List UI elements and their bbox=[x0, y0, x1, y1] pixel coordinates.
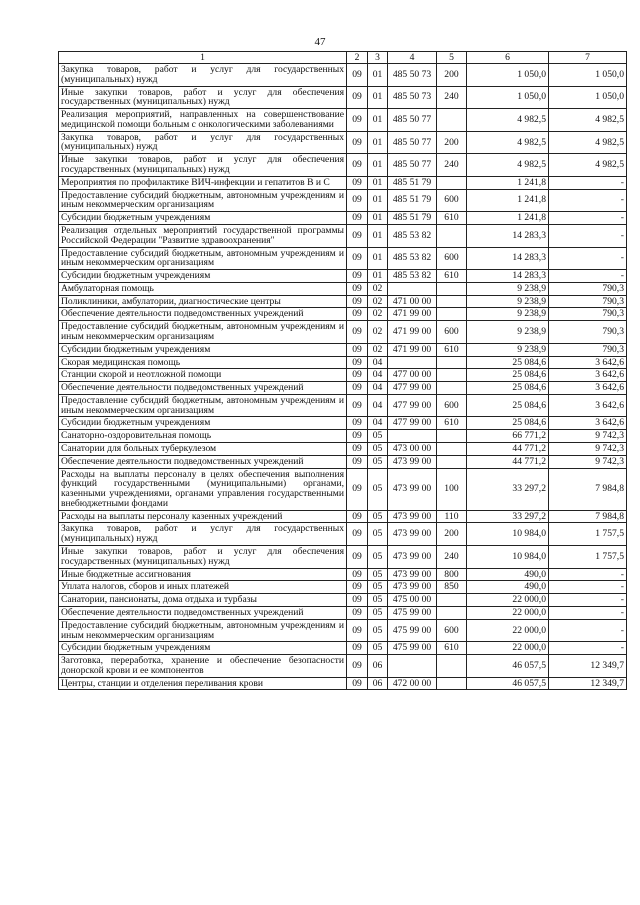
row-expense-type bbox=[437, 109, 467, 132]
row-section: 09 bbox=[347, 510, 368, 523]
row-section: 09 bbox=[347, 189, 368, 212]
row-target-article: 485 50 73 bbox=[388, 86, 437, 109]
table-row bbox=[59, 176, 627, 189]
row-name: Мероприятия по профилактике ВИЧ-инфекции и гепатитов В и С bbox=[59, 176, 347, 189]
row-subsection: 05 bbox=[368, 568, 388, 581]
row-name: Предоставление субсидий бюджетным, автономным учреждениям и иным некоммерческим организациям bbox=[59, 394, 347, 417]
row-amount-2: 3 642,6 bbox=[549, 394, 627, 417]
row-section: 09 bbox=[347, 382, 368, 395]
row-name: Предоставление субсидий бюджетным, автономным учреждениям и иным некоммерческим организациям bbox=[59, 321, 347, 344]
row-amount-2: 4 982,5 bbox=[549, 131, 627, 154]
row-target-article: 473 99 00 bbox=[388, 568, 437, 581]
row-amount-2: 3 642,6 bbox=[549, 382, 627, 395]
row-name: Санатории, пансионаты, дома отдыха и турбазы bbox=[59, 594, 347, 607]
row-expense-type: 100 bbox=[437, 468, 467, 510]
row-expense-type: 200 bbox=[437, 523, 467, 546]
row-expense-type bbox=[437, 455, 467, 468]
table-row bbox=[59, 282, 627, 295]
row-amount-2: 790,3 bbox=[549, 295, 627, 308]
row-amount-1: 22 000,0 bbox=[467, 606, 549, 619]
row-amount-1: 4 982,5 bbox=[467, 131, 549, 154]
header-col-1: 1 bbox=[59, 52, 347, 64]
row-amount-1: 25 084,6 bbox=[467, 356, 549, 369]
row-section: 09 bbox=[347, 642, 368, 655]
row-amount-1: 490,0 bbox=[467, 568, 549, 581]
row-amount-2: - bbox=[549, 247, 627, 270]
table-row bbox=[59, 321, 627, 344]
page-number: 47 bbox=[314, 36, 326, 48]
row-target-article: 485 50 77 bbox=[388, 154, 437, 177]
row-amount-1: 25 084,6 bbox=[467, 382, 549, 395]
row-amount-2: - bbox=[549, 176, 627, 189]
row-subsection: 02 bbox=[368, 295, 388, 308]
row-section: 09 bbox=[347, 594, 368, 607]
table-row bbox=[59, 430, 627, 443]
row-amount-2: 3 642,6 bbox=[549, 417, 627, 430]
header-row bbox=[59, 52, 627, 64]
row-target-article: 473 99 00 bbox=[388, 523, 437, 546]
row-target-article: 485 53 82 bbox=[388, 224, 437, 247]
row-amount-2: - bbox=[549, 568, 627, 581]
header-col-6: 6 bbox=[467, 52, 549, 64]
row-subsection: 06 bbox=[368, 655, 388, 678]
row-amount-1: 44 771,2 bbox=[467, 455, 549, 468]
row-expense-type: 610 bbox=[437, 343, 467, 356]
table-row bbox=[59, 394, 627, 417]
row-amount-1: 4 982,5 bbox=[467, 154, 549, 177]
row-name: Санаторно-оздоровительная помощь bbox=[59, 430, 347, 443]
table-row bbox=[59, 655, 627, 678]
row-target-article: 485 51 79 bbox=[388, 189, 437, 212]
row-amount-2: 9 742,3 bbox=[549, 430, 627, 443]
row-amount-2: - bbox=[549, 606, 627, 619]
row-subsection: 04 bbox=[368, 394, 388, 417]
row-amount-1: 9 238,9 bbox=[467, 282, 549, 295]
row-name: Заготовка, переработка, хранение и обеспечение безопасности донорской крови и ее компонентов bbox=[59, 655, 347, 678]
row-amount-1: 4 982,5 bbox=[467, 109, 549, 132]
row-expense-type: 600 bbox=[437, 394, 467, 417]
row-target-article: 473 99 00 bbox=[388, 510, 437, 523]
row-section: 09 bbox=[347, 655, 368, 678]
row-amount-2: 4 982,5 bbox=[549, 154, 627, 177]
row-name: Иные закупки товаров, работ и услуг для обеспечения государственных (муниципальных) нужд bbox=[59, 154, 347, 177]
row-section: 09 bbox=[347, 677, 368, 690]
row-expense-type bbox=[437, 356, 467, 369]
row-expense-type: 200 bbox=[437, 64, 467, 87]
row-subsection: 01 bbox=[368, 86, 388, 109]
row-subsection: 01 bbox=[368, 212, 388, 225]
row-name: Субсидии бюджетным учреждениям bbox=[59, 270, 347, 283]
row-target-article: 471 00 00 bbox=[388, 295, 437, 308]
row-section: 09 bbox=[347, 308, 368, 321]
row-name: Предоставление субсидий бюджетным, автономным учреждениям и иным некоммерческим организациям bbox=[59, 247, 347, 270]
row-expense-type: 240 bbox=[437, 86, 467, 109]
row-name: Расходы на выплаты персоналу казенных учреждений bbox=[59, 510, 347, 523]
row-amount-2: 4 982,5 bbox=[549, 109, 627, 132]
header-col-7: 7 bbox=[549, 52, 627, 64]
table-row bbox=[59, 677, 627, 690]
row-expense-type: 610 bbox=[437, 417, 467, 430]
row-section: 09 bbox=[347, 212, 368, 225]
table-row bbox=[59, 546, 627, 569]
row-target-article bbox=[388, 282, 437, 295]
row-name: Иные закупки товаров, работ и услуг для обеспечения государственных (муниципальных) нужд bbox=[59, 86, 347, 109]
row-target-article bbox=[388, 356, 437, 369]
row-amount-1: 44 771,2 bbox=[467, 443, 549, 456]
row-amount-2: 1 757,5 bbox=[549, 546, 627, 569]
row-section: 09 bbox=[347, 455, 368, 468]
row-amount-1: 1 050,0 bbox=[467, 64, 549, 87]
table-row bbox=[59, 619, 627, 642]
row-subsection: 05 bbox=[368, 606, 388, 619]
row-subsection: 01 bbox=[368, 176, 388, 189]
table-row bbox=[59, 523, 627, 546]
row-amount-1: 1 241,8 bbox=[467, 176, 549, 189]
row-section: 09 bbox=[347, 131, 368, 154]
row-name: Обеспечение деятельности подведомственных учреждений bbox=[59, 382, 347, 395]
table-row bbox=[59, 455, 627, 468]
row-section: 09 bbox=[347, 282, 368, 295]
row-amount-2: 1 050,0 bbox=[549, 64, 627, 87]
row-subsection: 01 bbox=[368, 270, 388, 283]
row-amount-1: 490,0 bbox=[467, 581, 549, 594]
row-subsection: 04 bbox=[368, 417, 388, 430]
row-target-article: 485 50 77 bbox=[388, 131, 437, 154]
row-expense-type: 850 bbox=[437, 581, 467, 594]
row-name: Предоставление субсидий бюджетным, автономным учреждениям и иным некоммерческим организациям bbox=[59, 189, 347, 212]
row-expense-type bbox=[437, 606, 467, 619]
row-subsection: 05 bbox=[368, 594, 388, 607]
row-amount-1: 1 241,8 bbox=[467, 212, 549, 225]
row-section: 09 bbox=[347, 443, 368, 456]
row-name: Реализация отдельных мероприятий государственной программы Российской Федерации "Развитие здравоохранения" bbox=[59, 224, 347, 247]
row-amount-1: 46 057,5 bbox=[467, 655, 549, 678]
row-target-article: 471 99 00 bbox=[388, 343, 437, 356]
table-row bbox=[59, 86, 627, 109]
budget-table bbox=[58, 51, 627, 690]
row-amount-1: 46 057,5 bbox=[467, 677, 549, 690]
row-amount-2: 7 984,8 bbox=[549, 510, 627, 523]
row-amount-1: 22 000,0 bbox=[467, 642, 549, 655]
row-subsection: 05 bbox=[368, 430, 388, 443]
row-subsection: 02 bbox=[368, 343, 388, 356]
table-row bbox=[59, 594, 627, 607]
table-row bbox=[59, 581, 627, 594]
row-section: 09 bbox=[347, 270, 368, 283]
row-expense-type bbox=[437, 594, 467, 607]
row-amount-2: 790,3 bbox=[549, 282, 627, 295]
row-section: 09 bbox=[347, 343, 368, 356]
table-row bbox=[59, 642, 627, 655]
row-subsection: 05 bbox=[368, 455, 388, 468]
row-target-article: 477 99 00 bbox=[388, 382, 437, 395]
row-amount-2: 790,3 bbox=[549, 321, 627, 344]
row-expense-type: 600 bbox=[437, 619, 467, 642]
table-row bbox=[59, 356, 627, 369]
table-row bbox=[59, 109, 627, 132]
row-section: 09 bbox=[347, 247, 368, 270]
row-amount-2: - bbox=[549, 594, 627, 607]
row-target-article: 485 53 82 bbox=[388, 247, 437, 270]
row-amount-2: - bbox=[549, 270, 627, 283]
row-amount-2: - bbox=[549, 581, 627, 594]
table-row bbox=[59, 369, 627, 382]
row-section: 09 bbox=[347, 523, 368, 546]
row-amount-1: 22 000,0 bbox=[467, 619, 549, 642]
row-amount-2: 3 642,6 bbox=[549, 356, 627, 369]
row-target-article: 471 99 00 bbox=[388, 321, 437, 344]
row-target-article: 473 99 00 bbox=[388, 581, 437, 594]
row-amount-1: 1 241,8 bbox=[467, 189, 549, 212]
row-amount-1: 14 283,3 bbox=[467, 224, 549, 247]
row-expense-type bbox=[437, 308, 467, 321]
row-name: Обеспечение деятельности подведомственных учреждений bbox=[59, 606, 347, 619]
row-section: 09 bbox=[347, 86, 368, 109]
row-expense-type: 240 bbox=[437, 154, 467, 177]
row-amount-2: - bbox=[549, 642, 627, 655]
row-name: Иные закупки товаров, работ и услуг для обеспечения государственных (муниципальных) нужд bbox=[59, 546, 347, 569]
row-target-article: 473 99 00 bbox=[388, 546, 437, 569]
table-row bbox=[59, 131, 627, 154]
row-name: Обеспечение деятельности подведомственных учреждений bbox=[59, 308, 347, 321]
row-expense-type bbox=[437, 382, 467, 395]
row-subsection: 06 bbox=[368, 677, 388, 690]
row-expense-type bbox=[437, 282, 467, 295]
row-expense-type: 610 bbox=[437, 270, 467, 283]
row-subsection: 01 bbox=[368, 224, 388, 247]
row-name: Закупка товаров, работ и услуг для государственных (муниципальных) нужд bbox=[59, 131, 347, 154]
table-row bbox=[59, 224, 627, 247]
row-section: 09 bbox=[347, 619, 368, 642]
row-expense-type: 610 bbox=[437, 642, 467, 655]
row-name: Центры, станции и отделения переливания крови bbox=[59, 677, 347, 690]
row-amount-1: 33 297,2 bbox=[467, 468, 549, 510]
row-expense-type: 240 bbox=[437, 546, 467, 569]
row-amount-1: 25 084,6 bbox=[467, 417, 549, 430]
row-target-article: 475 99 00 bbox=[388, 619, 437, 642]
row-subsection: 05 bbox=[368, 523, 388, 546]
row-section: 09 bbox=[347, 224, 368, 247]
row-target-article: 475 99 00 bbox=[388, 642, 437, 655]
row-section: 09 bbox=[347, 369, 368, 382]
row-subsection: 04 bbox=[368, 382, 388, 395]
row-name: Субсидии бюджетным учреждениям bbox=[59, 417, 347, 430]
row-section: 09 bbox=[347, 356, 368, 369]
row-section: 09 bbox=[347, 154, 368, 177]
table-row bbox=[59, 510, 627, 523]
table-row bbox=[59, 247, 627, 270]
row-target-article: 473 99 00 bbox=[388, 468, 437, 510]
table-row bbox=[59, 382, 627, 395]
row-target-article: 485 51 79 bbox=[388, 212, 437, 225]
row-amount-1: 1 050,0 bbox=[467, 86, 549, 109]
row-section: 09 bbox=[347, 321, 368, 344]
row-section: 09 bbox=[347, 546, 368, 569]
row-subsection: 02 bbox=[368, 308, 388, 321]
row-section: 09 bbox=[347, 64, 368, 87]
table-row bbox=[59, 343, 627, 356]
row-amount-1: 25 084,6 bbox=[467, 369, 549, 382]
row-subsection: 05 bbox=[368, 468, 388, 510]
row-expense-type: 610 bbox=[437, 212, 467, 225]
row-amount-1: 9 238,9 bbox=[467, 343, 549, 356]
table-row bbox=[59, 295, 627, 308]
row-target-article: 485 51 79 bbox=[388, 176, 437, 189]
row-name: Предоставление субсидий бюджетным, автономным учреждениям и иным некоммерческим организациям bbox=[59, 619, 347, 642]
row-expense-type: 600 bbox=[437, 247, 467, 270]
row-name: Скорая медицинская помощь bbox=[59, 356, 347, 369]
row-expense-type bbox=[437, 443, 467, 456]
row-amount-2: - bbox=[549, 189, 627, 212]
row-subsection: 05 bbox=[368, 443, 388, 456]
row-amount-1: 25 084,6 bbox=[467, 394, 549, 417]
row-name: Закупка товаров, работ и услуг для государственных (муниципальных) нужд bbox=[59, 64, 347, 87]
row-amount-1: 10 984,0 bbox=[467, 523, 549, 546]
row-name: Станции скорой и неотложной помощи bbox=[59, 369, 347, 382]
row-amount-2: - bbox=[549, 212, 627, 225]
table-row bbox=[59, 64, 627, 87]
header-col-2: 2 bbox=[347, 52, 368, 64]
row-target-article: 485 53 82 bbox=[388, 270, 437, 283]
row-name: Обеспечение деятельности подведомственных учреждений bbox=[59, 455, 347, 468]
table-row bbox=[59, 154, 627, 177]
row-subsection: 04 bbox=[368, 356, 388, 369]
header-col-4: 4 bbox=[388, 52, 437, 64]
row-section: 09 bbox=[347, 417, 368, 430]
row-subsection: 01 bbox=[368, 154, 388, 177]
row-expense-type bbox=[437, 295, 467, 308]
row-amount-2: 1 050,0 bbox=[549, 86, 627, 109]
row-subsection: 05 bbox=[368, 510, 388, 523]
row-expense-type bbox=[437, 224, 467, 247]
row-amount-1: 9 238,9 bbox=[467, 308, 549, 321]
row-name: Санатории для больных туберкулезом bbox=[59, 443, 347, 456]
row-section: 09 bbox=[347, 468, 368, 510]
row-subsection: 05 bbox=[368, 642, 388, 655]
row-amount-2: - bbox=[549, 619, 627, 642]
table-row bbox=[59, 189, 627, 212]
row-amount-2: - bbox=[549, 224, 627, 247]
row-amount-1: 10 984,0 bbox=[467, 546, 549, 569]
row-name: Иные бюджетные ассигнования bbox=[59, 568, 347, 581]
row-expense-type bbox=[437, 430, 467, 443]
row-name: Реализация мероприятий, направленных на совершенствование медицинской помощи больным с онкологическими заболеваниями bbox=[59, 109, 347, 132]
row-amount-2: 9 742,3 bbox=[549, 443, 627, 456]
row-target-article: 472 00 00 bbox=[388, 677, 437, 690]
row-target-article: 477 99 00 bbox=[388, 394, 437, 417]
row-subsection: 02 bbox=[368, 282, 388, 295]
row-section: 09 bbox=[347, 430, 368, 443]
row-amount-1: 9 238,9 bbox=[467, 321, 549, 344]
row-target-article: 477 99 00 bbox=[388, 417, 437, 430]
row-target-article bbox=[388, 430, 437, 443]
row-amount-1: 33 297,2 bbox=[467, 510, 549, 523]
row-target-article: 473 99 00 bbox=[388, 455, 437, 468]
row-expense-type bbox=[437, 176, 467, 189]
row-subsection: 01 bbox=[368, 131, 388, 154]
row-amount-2: 12 349,7 bbox=[549, 677, 627, 690]
row-subsection: 04 bbox=[368, 369, 388, 382]
row-amount-2: 790,3 bbox=[549, 308, 627, 321]
row-target-article: 471 99 00 bbox=[388, 308, 437, 321]
row-amount-1: 66 771,2 bbox=[467, 430, 549, 443]
row-subsection: 01 bbox=[368, 247, 388, 270]
row-name: Уплата налогов, сборов и иных платежей bbox=[59, 581, 347, 594]
row-expense-type: 600 bbox=[437, 189, 467, 212]
row-section: 09 bbox=[347, 295, 368, 308]
row-amount-2: 1 757,5 bbox=[549, 523, 627, 546]
row-amount-2: 3 642,6 bbox=[549, 369, 627, 382]
row-amount-1: 22 000,0 bbox=[467, 594, 549, 607]
row-amount-1: 14 283,3 bbox=[467, 270, 549, 283]
row-section: 09 bbox=[347, 176, 368, 189]
row-name: Закупка товаров, работ и услуг для государственных (муниципальных) нужд bbox=[59, 523, 347, 546]
header-col-5: 5 bbox=[437, 52, 467, 64]
row-target-article: 475 00 00 bbox=[388, 594, 437, 607]
row-amount-1: 14 283,3 bbox=[467, 247, 549, 270]
row-name: Поликлиники, амбулатории, диагностические центры bbox=[59, 295, 347, 308]
row-expense-type: 600 bbox=[437, 321, 467, 344]
row-subsection: 02 bbox=[368, 321, 388, 344]
table-row bbox=[59, 568, 627, 581]
table-row bbox=[59, 417, 627, 430]
row-amount-2: 790,3 bbox=[549, 343, 627, 356]
table-row bbox=[59, 468, 627, 510]
row-section: 09 bbox=[347, 581, 368, 594]
row-target-article bbox=[388, 655, 437, 678]
row-target-article: 477 00 00 bbox=[388, 369, 437, 382]
row-subsection: 05 bbox=[368, 581, 388, 594]
row-target-article: 473 00 00 bbox=[388, 443, 437, 456]
row-amount-2: 7 984,8 bbox=[549, 468, 627, 510]
row-expense-type: 200 bbox=[437, 131, 467, 154]
row-subsection: 01 bbox=[368, 109, 388, 132]
table-row bbox=[59, 606, 627, 619]
row-section: 09 bbox=[347, 568, 368, 581]
row-amount-2: 9 742,3 bbox=[549, 455, 627, 468]
row-amount-1: 9 238,9 bbox=[467, 295, 549, 308]
row-subsection: 01 bbox=[368, 64, 388, 87]
row-amount-2: 12 349,7 bbox=[549, 655, 627, 678]
row-expense-type: 800 bbox=[437, 568, 467, 581]
header-col-3: 3 bbox=[368, 52, 388, 64]
row-target-article: 485 50 77 bbox=[388, 109, 437, 132]
row-expense-type: 110 bbox=[437, 510, 467, 523]
table-row bbox=[59, 212, 627, 225]
row-subsection: 01 bbox=[368, 189, 388, 212]
row-name: Субсидии бюджетным учреждениям bbox=[59, 212, 347, 225]
row-section: 09 bbox=[347, 109, 368, 132]
row-name: Субсидии бюджетным учреждениям bbox=[59, 343, 347, 356]
row-expense-type bbox=[437, 369, 467, 382]
row-name: Амбулаторная помощь bbox=[59, 282, 347, 295]
table-row bbox=[59, 270, 627, 283]
row-expense-type bbox=[437, 655, 467, 678]
row-target-article: 475 99 00 bbox=[388, 606, 437, 619]
table-row bbox=[59, 443, 627, 456]
row-expense-type bbox=[437, 677, 467, 690]
table-row bbox=[59, 308, 627, 321]
row-target-article: 485 50 73 bbox=[388, 64, 437, 87]
row-section: 09 bbox=[347, 606, 368, 619]
row-section: 09 bbox=[347, 394, 368, 417]
row-subsection: 05 bbox=[368, 546, 388, 569]
row-name: Расходы на выплаты персоналу в целях обеспечения выполнения функций государственными (муниципальными) органами, казенными учреждениями, органами управления государственными внебюджетными фондами bbox=[59, 468, 347, 510]
row-subsection: 05 bbox=[368, 619, 388, 642]
row-name: Субсидии бюджетным учреждениям bbox=[59, 642, 347, 655]
